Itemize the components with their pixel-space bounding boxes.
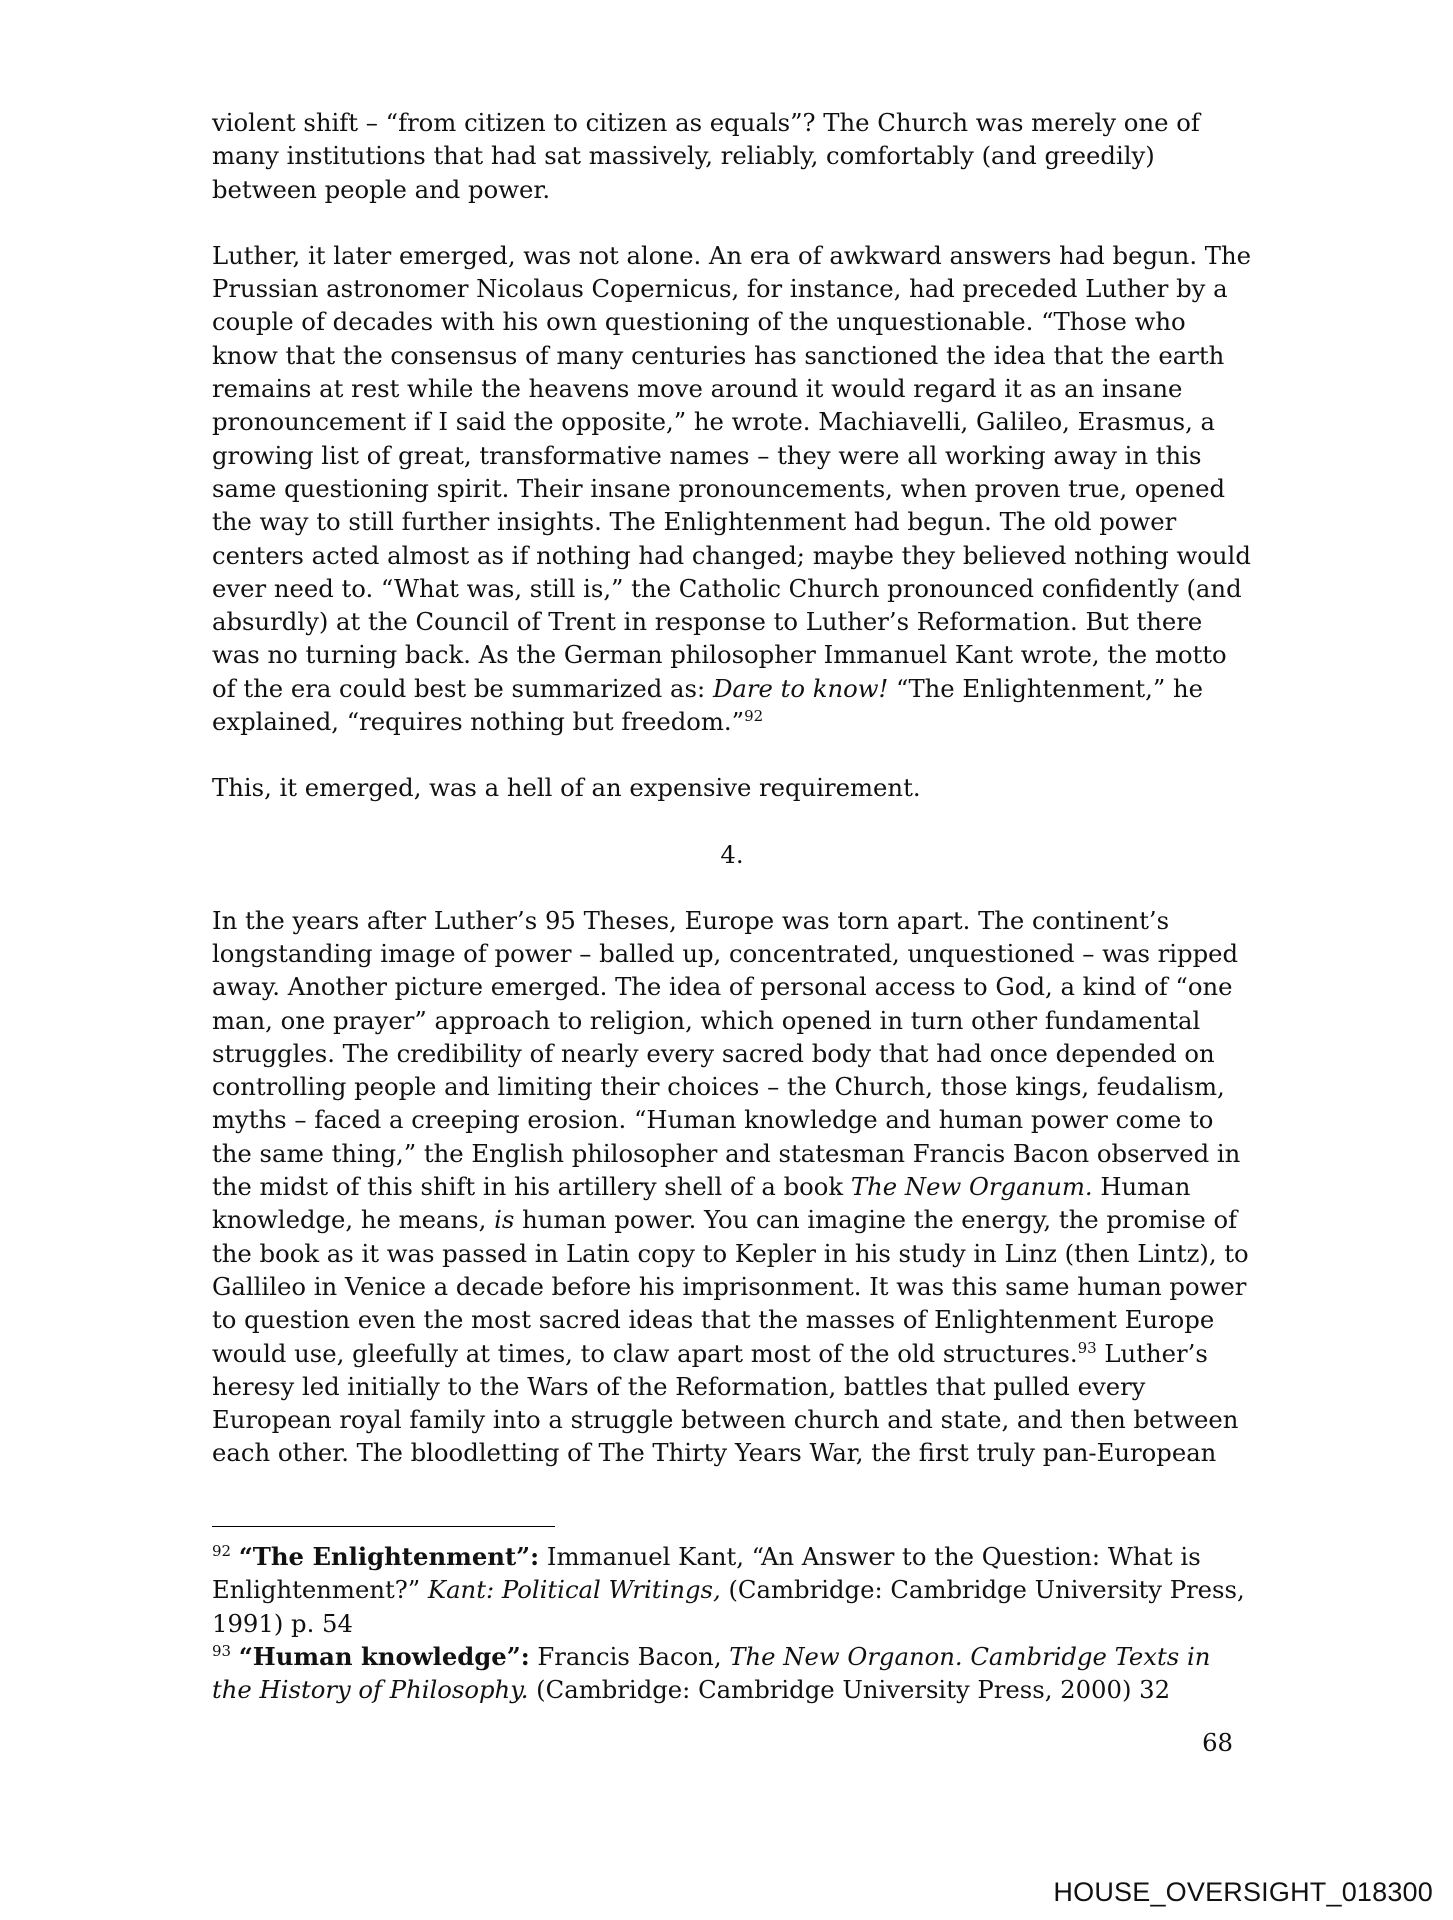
footnote-92-title: “The Enlightenment”: bbox=[238, 1542, 540, 1571]
paragraph-4-a-italic: The New Organum. bbox=[850, 1172, 1093, 1202]
section-heading: 4. bbox=[720, 839, 744, 869]
footnotes bbox=[212, 1540, 1252, 1706]
paragraph-2-tail: “The Enlightenment,” he explained, “requires nothing but freedom.” bbox=[212, 673, 1204, 737]
paragraph-4-c: human power. You can imagine the energy, the promise of the book as it was passed in Latin copy to Kepler in his study in Linz (then Lintz), to Gallileo in Venice a decade before his imprisonment. It was this same human power to question even the most sacred ideas that the masses of Enlightenment Europe would use, gleefully at times, to claw apart most of the old structures. bbox=[212, 1205, 1249, 1368]
footnote-93-title: “Human knowledge”: bbox=[238, 1641, 530, 1671]
footnote-ref-92: 92 bbox=[744, 707, 764, 726]
page-body bbox=[212, 106, 1252, 1503]
footnote-92 bbox=[212, 1540, 1252, 1640]
paragraph-4-a: In the years after Luther’s 95 Theses, Europe was torn apart. The continent’s longstanding image of power – balled up, concentrated, unquestioned – was ripped away. Another picture emerged. The idea of personal access to God, a kind of “one man, one prayer” approach to religion, which opened in turn other fundamental struggles. The credibility of nearly every sacred body that had once depended on controlling people and limiting their choices – the Church, those kings, feudalism, myths – faced a creeping erosion. “Human knowledge and human power come to the same thing,” the English philosopher and statesman Francis Bacon observed in the midst of this shift in his artillery shell of a book bbox=[212, 905, 1241, 1202]
paragraph-2-italic: Dare to know! bbox=[712, 673, 889, 703]
footnote-93-number: 93 bbox=[212, 1641, 232, 1660]
paragraph-4-b-italic: is bbox=[494, 1205, 515, 1235]
footnote-92-text1: Immanuel Kant, “An Answer to the Question: What is Enlightenment?” bbox=[212, 1542, 1201, 1605]
paragraph-4-d: Luther’s heresy led initially to the Wars of the Reformation, battles that pulled every European royal family into a struggle between church and state, and then between each other. The bloodletting of The Thirty Years War, the first truly pan-European bbox=[212, 1338, 1239, 1468]
footnote-93-text2: (Cambridge: Cambridge University Press, 2000) 32 bbox=[528, 1675, 1171, 1705]
paragraph-2 bbox=[212, 239, 1252, 738]
footnote-93-italic: The New Organon. Cambridge Texts in the History of Philosophy. bbox=[212, 1641, 1211, 1705]
page-number: 68 bbox=[1202, 1728, 1233, 1757]
paragraph-4 bbox=[212, 904, 1252, 1470]
footnote-93 bbox=[212, 1640, 1252, 1707]
footnote-92-number: 92 bbox=[212, 1542, 232, 1560]
footnote-ref-93: 93 bbox=[1077, 1338, 1097, 1357]
bates-number: HOUSE_OVERSIGHT_018300 bbox=[1053, 1877, 1433, 1907]
footnote-92-text2: (Cambridge: Cambridge University Press, 1991) p. 54 bbox=[212, 1575, 1245, 1638]
footnote-93-text1: Francis Bacon, bbox=[529, 1641, 730, 1671]
footnote-divider bbox=[212, 1526, 555, 1527]
paragraph-2-text: Luther, it later emerged, was not alone. An era of awkward answers had begun. The Prussian astronomer Nicolaus Copernicus, for instance, had preceded Luther by a couple of decades with his own questioning of the unquestionable. “Those who know that the consensus of many centuries has sanctioned the idea that the earth remains at rest while the heavens move around it would regard it as an insane pronouncement if I said the opposite,” he wrote. Machiavelli, Galileo, Erasmus, a growing list of great, transformative names – they were all working away in this same questioning spirit. Their insane pronouncements, when proven true, opened the way to still further insights. The Enlightenment had begun. The old power centers acted almost as if nothing had changed; maybe they believed nothing would ever need to. “What was, still is,” the Catholic Church pronounced confidently (and absurdly) at the Council of Trent in response to Luther’s Reformation. But there was no turning back. As the German philosopher Immanuel Kant wrote, the motto of the era could best be summarized as: bbox=[212, 240, 1251, 703]
footnote-92-italic: Kant: Political Writings, bbox=[427, 1575, 721, 1605]
paragraph-3: This, it emerged, was a hell of an expensive requirement. bbox=[212, 773, 921, 803]
paragraph-1: violent shift – “from citizen to citizen as equals”? The Church was merely one of many institutions that had sat massively, reliably, comfortably (and greedily) between people and power. bbox=[212, 108, 1200, 204]
paragraph-4-b: Human knowledge, he means, bbox=[212, 1172, 1191, 1235]
